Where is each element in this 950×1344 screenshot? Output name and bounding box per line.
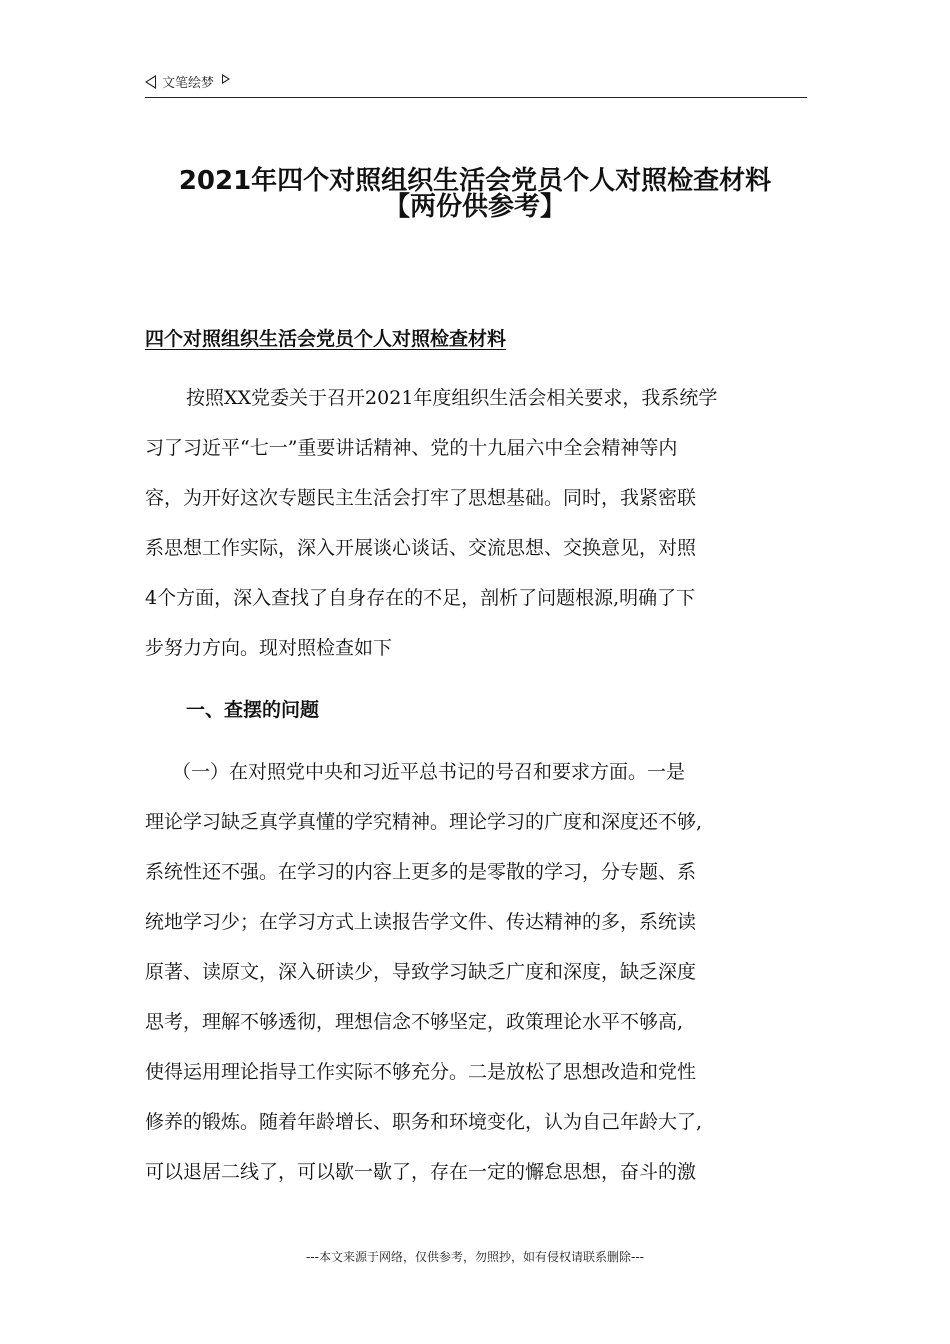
intro-line: 习了习近平“七一”重要讲话精神、党的十九届六中全会精神等内	[145, 437, 678, 459]
section-line: 原著、读原文，深入研读少，导致学习缺乏广度和深度，缺乏深度	[145, 961, 697, 983]
section-line: 思考，理解不够透彻，理想信念不够坚定，政策理论水平不够高,	[145, 1011, 684, 1033]
page-footer: ---本文来源于网络，仅供参考，勿照抄，如有侵权请联系删除---	[306, 1250, 644, 1264]
section-line: 可以退居二线了，可以歇一歇了，存在一定的懈怠思想，奋斗的激	[145, 1161, 697, 1183]
page-header	[145, 72, 807, 99]
section-line: 使得运用理论指导工作实际不够充分。二是放松了思想改造和党性	[145, 1061, 697, 1083]
section-line: （一）在对照党中央和习近平总书记的号召和要求方面。一是	[172, 761, 686, 783]
section-line: 修养的锻炼。随着年龄增长、职务和环境变化，认为自己年龄大了,	[145, 1111, 703, 1133]
header-divider	[145, 97, 807, 98]
intro-line: 系思想工作实际，深入开展谈心谈话、交流思想、交换意见，对照	[145, 537, 697, 559]
triangle-right-icon	[222, 74, 230, 84]
section-line: 统地学习少；在学习方式上读报告学文件、传达精神的多，系统读	[145, 911, 697, 933]
section-line: 系统性还不强。在学习的内容上更多的是零散的学习，分专题、系	[145, 861, 697, 883]
triangle-left-icon	[145, 75, 156, 89]
document-title-line2: 【两份供参考】	[383, 192, 566, 222]
section-line: 理论学习缺乏真学真懂的学究精神。理论学习的广度和深度还不够,	[145, 811, 703, 833]
document-title-line1: 2021年四个对照组织生活会党员个人对照检查材料	[178, 166, 772, 196]
intro-line: 步努力方向。现对照检查如下	[145, 637, 393, 659]
intro-line: 按照XX党委关于召开2021年度组织生活会相关要求，我系统学	[186, 387, 718, 409]
header-brand: 文笔绘梦	[162, 76, 215, 91]
section-subtitle: 四个对照组织生活会党员个人对照检查材料	[145, 328, 507, 350]
intro-line: 4个方面，深入查找了自身存在的不足，剖析了问题根源,明确了下	[145, 587, 696, 609]
intro-line: 容，为开好这次专题民主生活会打牢了思想基础。同时，我紧密联	[145, 487, 697, 509]
section-heading: 一、查摆的问题	[186, 699, 320, 721]
